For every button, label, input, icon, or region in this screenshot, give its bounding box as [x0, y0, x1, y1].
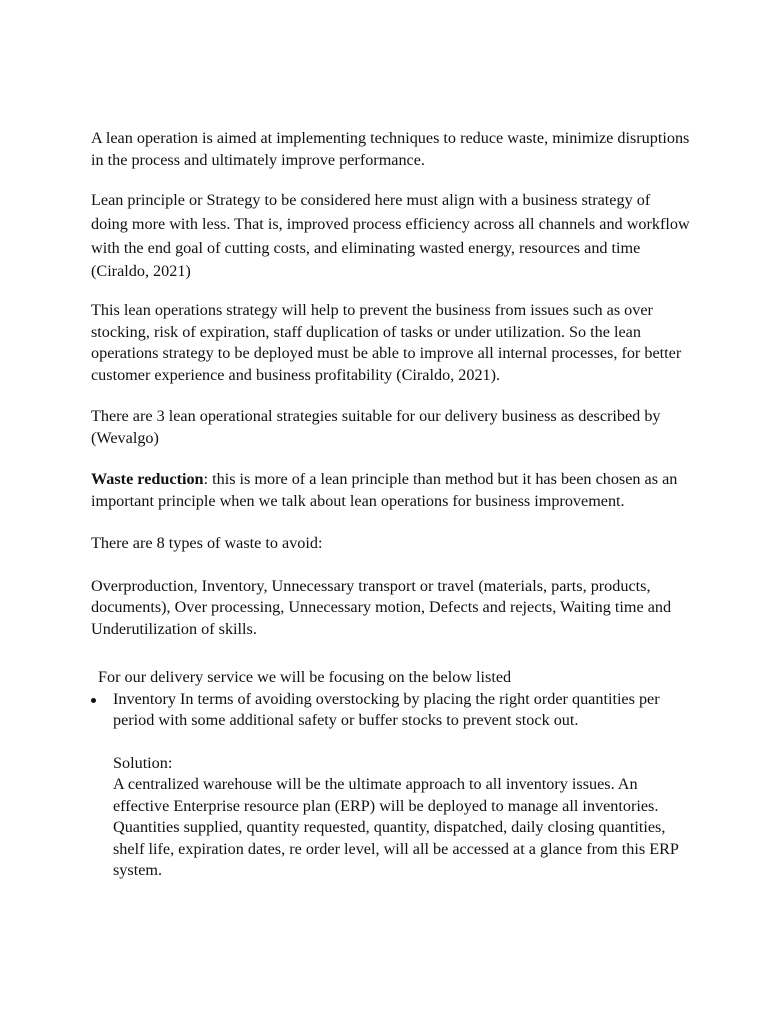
solution-text: A centralized warehouse will be the ultimate approach to all inventory issues. An effective Enterprise resource plan (ERP) will be deployed to manage all inventories. Quantities supplied, quantity requested, quantity, dispatched, daily closing quantities, shelf life, expiration dates, re order level, will all be accessed at a glance from this ERP system.: [113, 775, 679, 880]
paragraph-waste-list: Overproduction, Inventory, Unnecessary transport or travel (materials, parts, products, documents), Over processing, Unnecessary motion, Defects and rejects, Waiting time and Underutilization of skills.: [91, 576, 672, 638]
paragraph-eight-waste-types: There are 8 types of waste to avoid:: [91, 534, 323, 553]
list-item: [91, 689, 691, 732]
paragraph-focus-intro: For our delivery service we will be focusing on the below listed: [98, 668, 512, 687]
paragraph-lean-principle: Lean principle or Strategy to be considered here must align with a business strategy of doing more with less. That is, improved process efficiency across all channels and workflow with the end goal of cutting costs, and eliminating wasted energy, resources and time (Ciraldo, 2021): [91, 191, 690, 281]
solution-label: Solution:: [113, 753, 173, 772]
waste-reduction-text: : this is more of a lean principle than method but it has been chosen as an important principle when we talk about lean operations for business improvement.: [91, 470, 678, 510]
paragraph-waste-reduction: [91, 469, 691, 512]
waste-reduction-heading: Waste reduction: [91, 470, 204, 489]
paragraph-lean-strategy-benefits: This lean operations strategy will help to prevent the business from issues such as over stocking, risk of expiration, staff duplication of tasks or under utilization. So the lean operations strategy to be deployed must be able to improve all internal processes, for better customer experience and business profitability (Ciraldo, 2021).: [91, 301, 682, 384]
bullet-text-inventory: Inventory In terms of avoiding overstocking by placing the right order quantities per period with some additional safety or buffer stocks to prevent stock out.: [113, 689, 660, 730]
solution-block: [91, 753, 691, 882]
paragraph-lean-operation: A lean operation is aimed at implementing techniques to reduce waste, minimize disruptions in the process and ultimately improve performance.: [91, 129, 690, 169]
paragraph-three-strategies: There are 3 lean operational strategies suitable for our delivery business as described by (Wevalgo): [91, 407, 661, 447]
document-page: [91, 128, 691, 882]
bullet-icon: [91, 698, 96, 703]
